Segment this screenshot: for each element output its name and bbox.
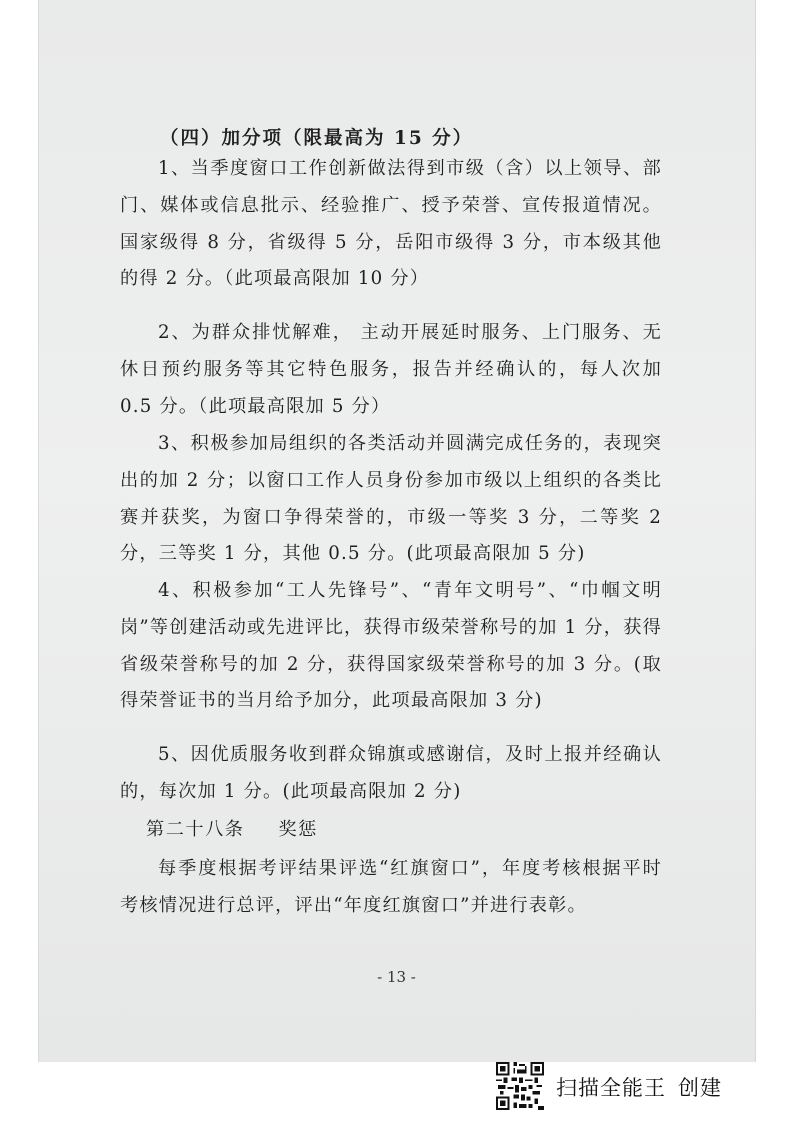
scanner-brand-name: 扫描全能王 (556, 1076, 666, 1100)
paragraph-2: 2、为群众排忧解难， 主动开展延时服务、上门服务、无休日预约服务等其它特色服务，报告并经确认的，每人次加 0.5 分。（此项最高限加 5 分） (120, 322, 662, 417)
article-number: 第二十八条 (146, 819, 245, 840)
scanner-watermark (556, 1072, 722, 1102)
paragraph-5: 5、因优质服务收到群众锦旗或感谢信，及时上报并经确认的，每次加 1 分。(此项最高限加 2 分) (120, 744, 662, 802)
paragraph-1: 1、当季度窗口工作创新做法得到市级（含）以上领导、部门、媒体或信息批示、经验推广、授予荣誉、宣传报道情况。国家级得 8 分，省级得 5 分，岳阳市级得 3 分，市本级其他的得 2 分。（此项最高限加 10 分） (120, 158, 662, 290)
qr-code-icon (496, 1062, 544, 1110)
article-title: 奖惩 (278, 819, 318, 840)
article-heading (146, 815, 318, 841)
paragraph-4: 4、积极参加“工人先锋号”、“青年文明号”、“巾帼文明岗”等创建活动或先进评比，获得市级荣誉称号的加 1 分，获得省级荣誉称号的加 2 分，获得国家级荣誉称号的加 3 分。(取得荣誉证书的当月给予加分，此项最高限加 3 分) (120, 580, 662, 712)
scanner-brand-suffix: 创建 (678, 1076, 722, 1100)
page-number: - 13 - (377, 968, 416, 986)
section-heading: （四）加分项（限最高为 15 分） (160, 128, 474, 149)
closing-paragraph: 每季度根据考评结果评选“红旗窗口”，年度考核根据平时考核情况进行总评，评出“年度红旗窗口”并进行表彰。 (120, 858, 662, 916)
paragraph-3: 3、积极参加局组织的各类活动并圆满完成任务的，表现突出的加 2 分；以窗口工作人员身份参加市级以上组织的各类比赛并获奖，为窗口争得荣誉的，市级一等奖 3 分，二等奖 2 分，三等奖 1 分，其他 0.5 分。(此项最高限加 5 分) (120, 433, 662, 565)
